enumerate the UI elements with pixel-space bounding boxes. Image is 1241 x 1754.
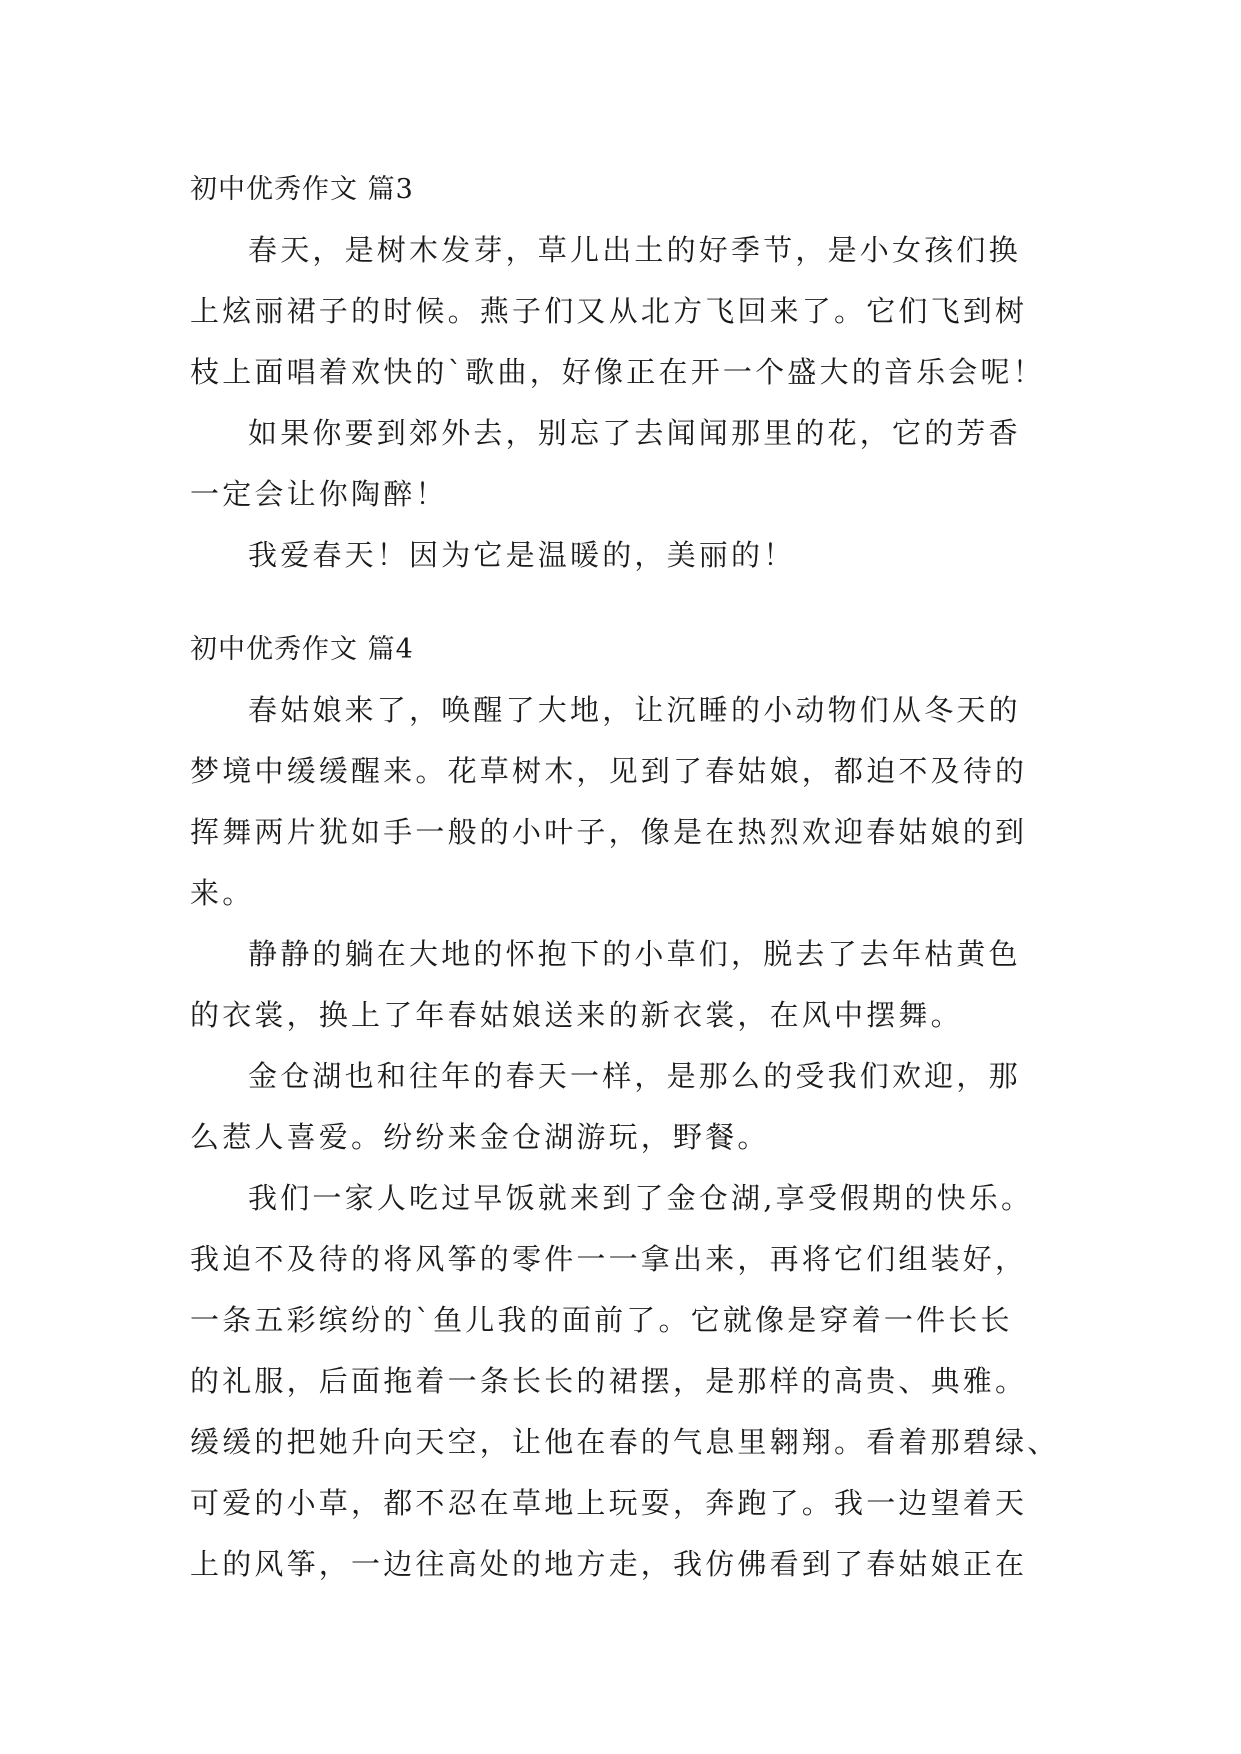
essay-paragraph bbox=[190, 525, 1050, 586]
text-line: 一条五彩缤纷的`鱼儿我的面前了。它就像是穿着一件长长 bbox=[190, 1303, 1013, 1337]
text-line: 梦境中缓缓醒来。花草树木，见到了春姑娘，都迫不及待的 bbox=[190, 754, 1028, 788]
essay-paragraph bbox=[190, 1046, 1050, 1168]
text-line: 上炫丽裙子的时候。燕子们又从北方飞回来了。它们飞到树 bbox=[190, 294, 1028, 328]
text-line: 的衣裳，换上了年春姑娘送来的新衣裳，在风中摆舞。 bbox=[190, 998, 963, 1032]
essay-heading: 初中优秀作文 篇3 bbox=[190, 174, 414, 205]
essay-paragraph bbox=[190, 924, 1050, 1046]
text-line: 缓缓的把她升向天空，让他在春的气息里翱翔。看着那碧绿、 bbox=[190, 1425, 1060, 1459]
text-line: 挥舞两片犹如手一般的小叶子，像是在热烈欢迎春姑娘的到 bbox=[190, 815, 1028, 849]
text-line: 我爱春天！因为它是温暖的，美丽的！ bbox=[248, 538, 796, 572]
text-line: 来。 bbox=[190, 876, 255, 910]
essay-paragraph bbox=[190, 1168, 1060, 1595]
essay-paragraph bbox=[190, 220, 1050, 403]
text-line: 静静的躺在大地的怀抱下的小草们，脱去了去年枯黄色 bbox=[248, 937, 1021, 971]
essay-paragraph bbox=[190, 403, 1050, 525]
essay-paragraph bbox=[190, 680, 1050, 924]
text-line: 春姑娘来了，唤醒了大地，让沉睡的小动物们从冬天的 bbox=[248, 693, 1021, 727]
text-line: 我迫不及待的将风筝的零件一一拿出来，再将它们组装好， bbox=[190, 1242, 1028, 1276]
text-line: 的礼服，后面拖着一条长长的裙摆，是那样的高贵、典雅。 bbox=[190, 1364, 1028, 1398]
essay-heading: 初中优秀作文 篇4 bbox=[190, 634, 414, 665]
text-line: 上的风筝，一边往高处的地方走，我仿佛看到了春姑娘正在 bbox=[190, 1547, 1028, 1581]
essay-section bbox=[190, 620, 1060, 1595]
text-line: 可爱的小草，都不忍在草地上玩耍，奔跑了。我一边望着天 bbox=[190, 1486, 1028, 1520]
text-line: 一定会让你陶醉！ bbox=[190, 477, 448, 511]
text-line: 如果你要到郊外去，别忘了去闻闻那里的花，它的芳香 bbox=[248, 416, 1021, 450]
text-line: 我们一家人吃过早饭就来到了金仓湖,享受假期的快乐。 bbox=[248, 1181, 1034, 1215]
essay-section bbox=[190, 160, 1050, 586]
text-line: 春天，是树木发芽，草儿出土的好季节，是小女孩们换 bbox=[248, 233, 1021, 267]
text-line: 么惹人喜爱。纷纷来金仓湖游玩，野餐。 bbox=[190, 1120, 770, 1154]
text-line: 金仓湖也和往年的春天一样，是那么的受我们欢迎，那 bbox=[248, 1059, 1021, 1093]
text-line: 枝上面唱着欢快的`歌曲，好像正在开一个盛大的音乐会呢！ bbox=[190, 355, 1045, 389]
